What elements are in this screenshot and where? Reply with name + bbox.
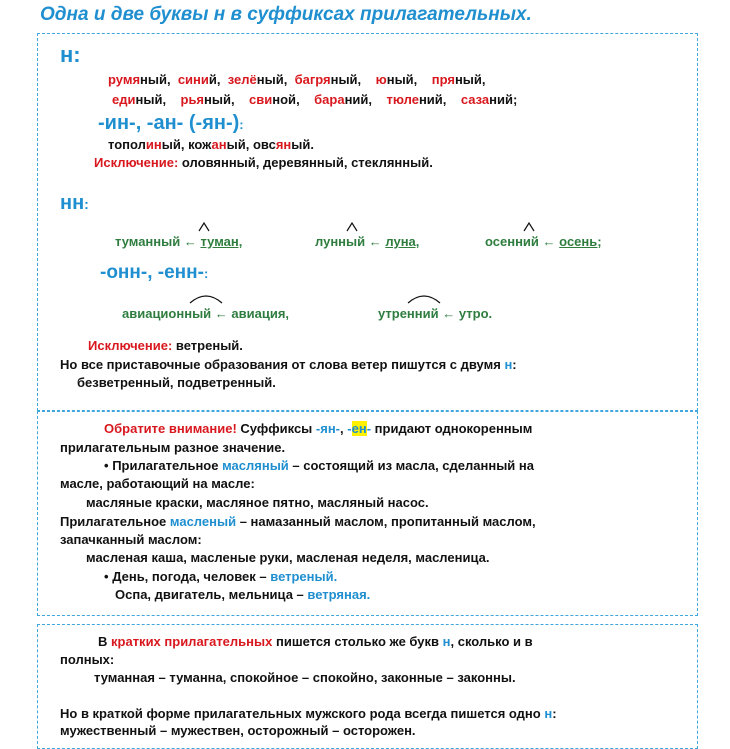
word: бараний xyxy=(314,92,369,107)
base-word: утро. xyxy=(458,306,493,321)
n-examples-line2: единый, рьяный, свиной, бараний, тюлений, сазаний; xyxy=(112,92,518,107)
short-forms-line3: туманная – туманна, спокойное – спокойно, законные – законны. xyxy=(94,670,516,685)
word: туманный xyxy=(115,234,181,249)
arrow-icon: ← xyxy=(542,234,556,249)
exception-text: оловянный, деревянный, стеклянный. xyxy=(181,155,433,170)
rules-box xyxy=(37,33,698,411)
arrow-icon: ← xyxy=(183,234,197,249)
exception-label: Исключение: xyxy=(88,338,173,353)
page-title: Одна и две буквы н в суффиксах прилагательных. xyxy=(40,4,532,25)
nn-pair-1 xyxy=(115,234,242,249)
base-word: осень; xyxy=(559,234,602,249)
word: синий xyxy=(177,72,217,87)
suffix-caret-icon xyxy=(523,222,535,232)
attention-line5: масляные краски, масляное пятно, масляный насос. xyxy=(86,495,429,510)
word: румяный xyxy=(108,72,167,87)
word: багряный xyxy=(294,72,358,87)
base-word: туман, xyxy=(200,234,243,249)
word: зелёный xyxy=(227,72,284,87)
bullet-icon: • xyxy=(104,458,109,473)
attention-line10: Оспа, двигатель, мельница – ветряная. xyxy=(115,587,371,602)
word: авиационный xyxy=(122,306,212,321)
word: овсяный. xyxy=(252,137,314,152)
suffix-arc-icon xyxy=(407,292,441,304)
nn-heading: нн: xyxy=(60,192,89,214)
word: тюлений xyxy=(386,92,443,107)
attention-line9: • День, погода, человек – ветреный. xyxy=(104,569,338,584)
word: тополиный, xyxy=(108,137,185,152)
base-word: луна, xyxy=(385,234,420,249)
short-forms-line4: Но в краткой форме прилагательных мужского рода всегда пишется одно н: xyxy=(60,706,557,721)
nn-note-line1: Но все приставочные образования от слова ветер пишутся с двумя н: xyxy=(60,357,517,372)
attention-label: Обратите внимание! xyxy=(104,421,237,436)
base-word: авиация, xyxy=(231,306,290,321)
n-heading: н: xyxy=(60,42,81,67)
nn-pair-5 xyxy=(378,306,492,321)
nn-note-line2: безветренный, подветренный. xyxy=(77,375,276,390)
exception-text: ветреный. xyxy=(175,338,243,353)
arrow-icon: ← xyxy=(368,234,382,249)
word: пряный xyxy=(431,72,482,87)
arrow-icon: ← xyxy=(442,306,456,321)
suffix-arc-icon xyxy=(189,292,223,304)
word: сазаний; xyxy=(460,92,518,107)
word: утренний xyxy=(378,306,439,321)
short-forms-line1: В кратких прилагательных пишется столько же букв н, сколько и в xyxy=(98,634,533,649)
attention-line2: прилагательным разное значение. xyxy=(60,440,286,455)
n-examples-line1: румяный, синий, зелёный, багряный, юный, пряный, xyxy=(108,72,486,87)
attention-line8: масленая каша, масленые руки, масленая неделя, масленица. xyxy=(86,550,490,565)
in-an-examples xyxy=(108,137,314,152)
word: юный xyxy=(375,72,414,87)
suffix-caret-icon xyxy=(346,222,358,232)
attention-line7: запачканный маслом: xyxy=(60,532,202,547)
word: единый xyxy=(112,92,163,107)
word: осенний xyxy=(485,234,539,249)
suffix-en: -ен- xyxy=(347,421,372,436)
onn-enn-suffix-heading: -онн-, -енн-: xyxy=(100,262,209,283)
arrow-icon: ← xyxy=(214,306,228,321)
word: рьяный xyxy=(180,92,231,107)
word: свиной xyxy=(249,92,297,107)
nn-pair-3 xyxy=(485,234,602,249)
exception-label: Исключение: xyxy=(94,155,179,170)
n-exception xyxy=(94,155,433,170)
nn-pair-4 xyxy=(122,306,289,321)
word: лунный xyxy=(315,234,366,249)
nn-pair-2 xyxy=(315,234,419,249)
attention-line6: Прилагательное масленый – намазанный маслом, пропитанный маслом, xyxy=(60,514,536,529)
short-forms-line2: полных: xyxy=(60,652,115,667)
suffix-caret-icon xyxy=(198,222,210,232)
in-an-suffix-heading: -ин-, -ан- (-ян-): xyxy=(98,112,244,134)
attention-line1: Обратите внимание! Суффиксы -ян-, -ен- придают однокоренным xyxy=(104,421,533,436)
bullet-icon: • xyxy=(104,569,109,584)
attention-line3: • Прилагательное масляный – состоящий из масла, сделанный на xyxy=(104,458,534,473)
short-forms-line5: мужественный – мужествен, осторожный – осторожен. xyxy=(60,723,416,738)
nn-exception xyxy=(88,338,243,353)
word: кожаный, xyxy=(188,137,250,152)
attention-line4: масле, работающий на масле: xyxy=(60,476,255,491)
